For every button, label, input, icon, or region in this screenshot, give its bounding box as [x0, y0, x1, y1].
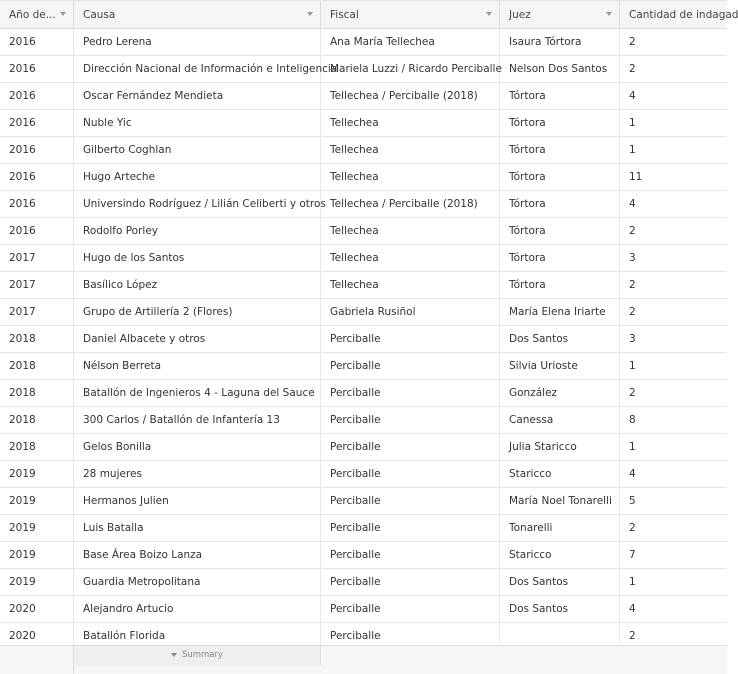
- cell-causa[interactable]: Gilberto Coghlan: [74, 137, 321, 163]
- cell-cantidad[interactable]: 5: [629, 495, 636, 507]
- table-row[interactable]: [0, 191, 727, 218]
- table-row[interactable]: [0, 380, 727, 407]
- cell-juez[interactable]: Julia Staricco: [500, 434, 620, 460]
- table-row[interactable]: [0, 461, 727, 488]
- cell-fiscal[interactable]: Perciballe: [321, 623, 500, 649]
- table-row[interactable]: [0, 218, 727, 245]
- cell-cantidad[interactable]: 1: [629, 117, 636, 129]
- cell-year[interactable]: 2019: [0, 488, 74, 514]
- cell-cantidad[interactable]: 3: [629, 252, 636, 264]
- cell-juez[interactable]: María Elena Iriarte: [500, 299, 620, 325]
- column-header-juez[interactable]: [500, 1, 620, 28]
- cell-juez[interactable]: Staricco: [500, 542, 620, 568]
- cell-cantidad[interactable]: 2: [629, 630, 636, 642]
- cell-causa[interactable]: Gelos Bonilla: [74, 434, 321, 460]
- cell-fiscal[interactable]: Tellechea / Perciballe (2018): [321, 191, 500, 217]
- table-row[interactable]: [0, 29, 727, 56]
- cell-fiscal[interactable]: Tellechea: [321, 110, 500, 136]
- cell-cantidad[interactable]: 4: [629, 468, 636, 480]
- table-row[interactable]: [0, 56, 727, 83]
- column-label: Causa: [83, 9, 116, 21]
- cell-year[interactable]: 2019: [0, 515, 74, 541]
- cell-juez[interactable]: Silvia Urioste: [500, 353, 620, 379]
- grid-body: [0, 29, 727, 650]
- cell-cantidad[interactable]: 1: [629, 441, 636, 453]
- cell-causa[interactable]: Hermanos Julien: [74, 488, 321, 514]
- cell-juez[interactable]: Tórtora: [500, 245, 620, 271]
- cell-fiscal[interactable]: Perciballe: [321, 434, 500, 460]
- cell-year[interactable]: 2016: [0, 83, 74, 109]
- table-row[interactable]: [0, 353, 727, 380]
- cell-juez[interactable]: Tórtora: [500, 191, 620, 217]
- cell-fiscal[interactable]: Perciballe: [321, 515, 500, 541]
- table-row[interactable]: [0, 542, 727, 569]
- header-row: [0, 0, 738, 29]
- cell-year[interactable]: 2018: [0, 407, 74, 433]
- cell-juez[interactable]: Isaura Tórtora: [500, 29, 620, 55]
- column-header-year[interactable]: [0, 1, 74, 28]
- cell-causa[interactable]: Hugo Arteche: [74, 164, 321, 190]
- cell-juez[interactable]: Dos Santos: [500, 596, 620, 622]
- cell-causa[interactable]: Universindo Rodríguez / Lilián Celiberti y otros: [74, 191, 321, 217]
- cell-cantidad[interactable]: 2: [629, 522, 636, 534]
- cell-fiscal[interactable]: Ana María Tellechea: [321, 29, 500, 55]
- cell-year[interactable]: 2019: [0, 461, 74, 487]
- cell-year[interactable]: 2018: [0, 380, 74, 406]
- table-row[interactable]: [0, 164, 727, 191]
- cell-causa[interactable]: Batallón de Ingenieros 4 - Laguna del Sauce: [74, 380, 321, 406]
- cell-fiscal[interactable]: Perciballe: [321, 461, 500, 487]
- cell-fiscal[interactable]: Perciballe: [321, 596, 500, 622]
- cell-fiscal[interactable]: Mariela Luzzi / Ricardo Perciballe: [321, 56, 500, 82]
- cell-fiscal[interactable]: Tellechea: [321, 272, 500, 298]
- cell-juez[interactable]: Tórtora: [500, 137, 620, 163]
- cell-juez[interactable]: Tórtora: [500, 218, 620, 244]
- cell-juez[interactable]: Tórtora: [500, 164, 620, 190]
- chevron-down-icon[interactable]: [486, 12, 492, 16]
- cell-year[interactable]: 2016: [0, 56, 74, 82]
- cell-fiscal[interactable]: Perciballe: [321, 326, 500, 352]
- cell-year[interactable]: 2016: [0, 191, 74, 217]
- table-row[interactable]: [0, 245, 727, 272]
- column-label: Fiscal: [330, 9, 359, 21]
- cell-juez[interactable]: Tórtora: [500, 83, 620, 109]
- cell-fiscal[interactable]: Tellechea: [321, 164, 500, 190]
- column-label: Año de...: [9, 9, 56, 21]
- table-row[interactable]: [0, 326, 727, 353]
- cell-juez[interactable]: Staricco: [500, 461, 620, 487]
- cell-causa[interactable]: Base Área Boizo Lanza: [74, 542, 321, 568]
- cell-year[interactable]: 2017: [0, 272, 74, 298]
- caret-down-icon: [171, 653, 177, 657]
- cell-fiscal[interactable]: Tellechea: [321, 245, 500, 271]
- column-label: Juez: [509, 9, 531, 21]
- cell-causa[interactable]: Oscar Fernández Mendieta: [74, 83, 321, 109]
- cell-causa[interactable]: Luis Batalla: [74, 515, 321, 541]
- cell-year[interactable]: 2019: [0, 569, 74, 595]
- cell-cantidad[interactable]: 4: [629, 90, 636, 102]
- table-row[interactable]: [0, 596, 727, 623]
- cell-cantidad[interactable]: 3: [629, 333, 636, 345]
- cell-cantidad[interactable]: 8: [629, 414, 636, 426]
- cell-juez[interactable]: Tórtora: [500, 110, 620, 136]
- cell-juez[interactable]: Dos Santos: [500, 326, 620, 352]
- cell-year[interactable]: 2020: [0, 623, 74, 649]
- cell-year[interactable]: 2016: [0, 110, 74, 136]
- cell-year[interactable]: 2016: [0, 218, 74, 244]
- cell-causa[interactable]: Dirección Nacional de Información e Inteligencia: [74, 56, 321, 82]
- cell-causa[interactable]: Batallón Florida: [74, 623, 321, 649]
- summary-label: Summary: [181, 650, 224, 660]
- cell-year[interactable]: 2018: [0, 326, 74, 352]
- cell-cantidad[interactable]: 2: [629, 225, 636, 237]
- cell-causa[interactable]: Alejandro Artucio: [74, 596, 321, 622]
- cell-cantidad[interactable]: 1: [629, 360, 636, 372]
- cell-causa[interactable]: Guardia Metropolitana: [74, 569, 321, 595]
- cell-fiscal[interactable]: Perciballe: [321, 488, 500, 514]
- cell-juez[interactable]: Dos Santos: [500, 569, 620, 595]
- cell-year[interactable]: 2020: [0, 596, 74, 622]
- cell-juez[interactable]: Tonarelli: [500, 515, 620, 541]
- cell-causa[interactable]: Hugo de los Santos: [74, 245, 321, 271]
- cell-cantidad[interactable]: 2: [629, 387, 636, 399]
- table-row[interactable]: [0, 137, 727, 164]
- cell-juez[interactable]: María Noel Tonarelli: [500, 488, 620, 514]
- cell-causa[interactable]: 28 mujeres: [74, 461, 321, 487]
- summary-bar: [0, 645, 727, 674]
- column-header-cantidad[interactable]: [620, 1, 738, 28]
- chevron-down-icon[interactable]: [60, 12, 66, 16]
- summary-button[interactable]: [74, 646, 321, 666]
- cell-fiscal[interactable]: Tellechea: [321, 218, 500, 244]
- cell-year[interactable]: 2017: [0, 299, 74, 325]
- cell-cantidad[interactable]: 1: [629, 144, 636, 156]
- cell-causa[interactable]: Pedro Lerena: [74, 29, 321, 55]
- cell-fiscal[interactable]: Tellechea: [321, 137, 500, 163]
- chevron-down-icon[interactable]: [606, 12, 612, 16]
- cell-fiscal[interactable]: Perciballe: [321, 353, 500, 379]
- table-row[interactable]: [0, 569, 727, 596]
- cell-year[interactable]: 2018: [0, 353, 74, 379]
- cell-fiscal[interactable]: Perciballe: [321, 407, 500, 433]
- cell-juez[interactable]: Nelson Dos Santos: [500, 56, 620, 82]
- table-row[interactable]: [0, 434, 727, 461]
- cell-year[interactable]: 2016: [0, 137, 74, 163]
- table-row[interactable]: [0, 110, 727, 137]
- cell-cantidad[interactable]: 4: [629, 198, 636, 210]
- summary-spacer: [0, 646, 74, 674]
- cell-causa[interactable]: Basílico López: [74, 272, 321, 298]
- cell-fiscal[interactable]: Perciballe: [321, 542, 500, 568]
- chevron-down-icon[interactable]: [307, 12, 313, 16]
- cell-causa[interactable]: Rodolfo Porley: [74, 218, 321, 244]
- cell-cantidad[interactable]: 7: [629, 549, 636, 561]
- cell-cantidad[interactable]: 2: [629, 306, 636, 318]
- cell-causa[interactable]: 300 Carlos / Batallón de Infantería 13: [74, 407, 321, 433]
- table-row[interactable]: [0, 272, 727, 299]
- table-row[interactable]: [0, 407, 727, 434]
- cell-cantidad[interactable]: 4: [629, 603, 636, 615]
- cell-year[interactable]: 2016: [0, 29, 74, 55]
- cell-year[interactable]: 2019: [0, 542, 74, 568]
- cell-causa[interactable]: Daniel Albacete y otros: [74, 326, 321, 352]
- cell-cantidad[interactable]: 2: [629, 36, 636, 48]
- cell-causa[interactable]: Nuble Yic: [74, 110, 321, 136]
- cell-fiscal[interactable]: Perciballe: [321, 380, 500, 406]
- cell-fiscal[interactable]: Tellechea / Perciballe (2018): [321, 83, 500, 109]
- column-header-causa[interactable]: [74, 1, 321, 28]
- table-row[interactable]: [0, 488, 727, 515]
- cell-cantidad[interactable]: 11: [629, 171, 643, 183]
- column-label: Cantidad de indagad: [629, 9, 738, 21]
- cell-fiscal[interactable]: Perciballe: [321, 569, 500, 595]
- cell-year[interactable]: 2016: [0, 164, 74, 190]
- cell-cantidad[interactable]: 1: [629, 576, 636, 588]
- column-header-fiscal[interactable]: [321, 1, 500, 28]
- table-row[interactable]: [0, 83, 727, 110]
- table-row[interactable]: [0, 515, 727, 542]
- cell-year[interactable]: 2018: [0, 434, 74, 460]
- cell-causa[interactable]: Nélson Berreta: [74, 353, 321, 379]
- cell-year[interactable]: 2017: [0, 245, 74, 271]
- cell-juez[interactable]: González: [500, 380, 620, 406]
- cell-fiscal[interactable]: Gabriela Rusiñol: [321, 299, 500, 325]
- cell-juez[interactable]: Canessa: [500, 407, 620, 433]
- cell-juez[interactable]: Tórtora: [500, 272, 620, 298]
- cell-causa[interactable]: Grupo de Artillería 2 (Flores): [74, 299, 321, 325]
- cell-cantidad[interactable]: 2: [629, 63, 636, 75]
- table-row[interactable]: [0, 299, 727, 326]
- cell-cantidad[interactable]: 2: [629, 279, 636, 291]
